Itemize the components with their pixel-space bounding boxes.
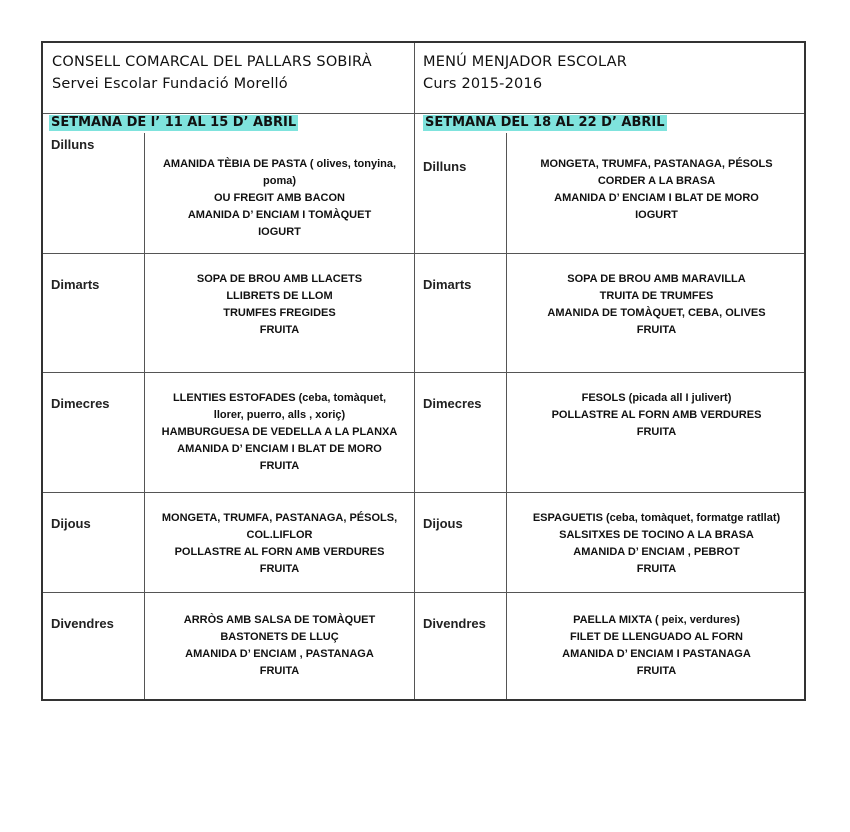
dish: AMANIDA D’ ENCIAM I BLAT DE MORO — [177, 443, 382, 455]
dish: SALSITXES DE TOCINO A LA BRASA — [559, 529, 754, 541]
dish: ESPAGUETIS (ceba, tomàquet, formatge ratllat) — [532, 512, 781, 524]
dish: FRUITA — [636, 563, 677, 575]
menu-list — [507, 612, 806, 680]
day-name: Divendres — [51, 616, 114, 631]
header-organization — [43, 43, 415, 113]
day-cell — [43, 254, 145, 372]
day-cell — [415, 133, 507, 253]
day-row-dijous — [43, 492, 804, 592]
dish: IOGURT — [635, 209, 678, 221]
week-headers — [43, 113, 804, 133]
dish: MONGETA, TRUMFA, PASTANAGA, PÉSOLS, COL.LIFLOR — [161, 512, 398, 541]
menu-list — [145, 612, 414, 680]
dish: LLENTIES ESTOFADES (ceba, tomàquet, llorer, puerro, alls , xoriç) — [172, 392, 387, 421]
dish: FRUITA — [259, 665, 300, 677]
menu-list — [145, 156, 414, 241]
menu-list — [507, 510, 806, 578]
menu-sheet — [41, 41, 806, 701]
day-name: Dimarts — [51, 277, 100, 292]
menu-cell — [507, 254, 806, 372]
menu-cell — [507, 593, 806, 699]
day-cell — [415, 493, 507, 592]
day-cell — [415, 373, 507, 492]
day-cell — [43, 373, 145, 492]
day-name: Dilluns — [423, 159, 467, 174]
dish: PAELLA MIXTA ( peix, verdures) — [573, 614, 740, 626]
council-name: CONSELL COMARCAL DEL PALLARS SOBIRÀ — [52, 54, 372, 70]
dish: FRUITA — [636, 665, 677, 677]
dish: CORDER A LA BRASA — [597, 175, 716, 187]
day-cell — [415, 254, 507, 372]
day-cell — [415, 593, 507, 699]
menu-list — [145, 510, 414, 578]
day-cell — [43, 133, 145, 253]
day-name: Dijous — [423, 516, 463, 531]
menu-cell — [145, 593, 415, 699]
dish: FRUITA — [259, 460, 300, 472]
dish: FRUITA — [259, 563, 300, 575]
day-name: Dimecres — [423, 396, 482, 411]
dish: OU FREGIT AMB BACON — [214, 192, 345, 204]
day-name: Dimarts — [423, 277, 472, 292]
menu-cell — [145, 133, 415, 253]
dish: FRUITA — [636, 324, 677, 336]
day-row-dimecres — [43, 372, 804, 492]
week1-label: SETMANA DE l’ 11 AL 15 D’ ABRIL — [51, 115, 297, 130]
day-row-divendres — [43, 592, 804, 699]
day-row-dimarts — [43, 253, 804, 372]
dish: AMANIDA D’ ENCIAM , PASTANAGA — [185, 648, 374, 660]
menu-list — [507, 271, 806, 339]
menu-cell — [145, 493, 415, 592]
dish: POLLASTRE AL FORN AMB VERDURES — [551, 409, 762, 421]
day-name: Dimecres — [51, 396, 110, 411]
dish: AMANIDA D’ ENCIAM , PEBROT — [573, 546, 740, 558]
dish: SOPA DE BROU AMB LLACETS — [196, 273, 363, 285]
header-menu-title — [415, 43, 806, 113]
menu-cell — [145, 254, 415, 372]
day-name: Divendres — [423, 616, 486, 631]
dish: ARRÒS AMB SALSA DE TOMÀQUET — [183, 614, 376, 626]
dish: SOPA DE BROU AMB MARAVILLA — [567, 273, 746, 285]
menu-list — [145, 271, 414, 339]
dish: AMANIDA DE TOMÀQUET, CEBA, OLIVES — [547, 307, 766, 319]
dish: AMANIDA D’ ENCIAM I TOMÀQUET — [187, 209, 372, 221]
dish: FESOLS (picada all I julivert) — [581, 392, 732, 404]
dish: HAMBURGUESA DE VEDELLA A LA PLANXA — [161, 426, 398, 438]
dish: FRUITA — [636, 426, 677, 438]
day-name: Dilluns — [51, 137, 95, 152]
dish: FILET DE LLENGUADO AL FORN — [570, 631, 743, 643]
day-cell — [43, 593, 145, 699]
menu-cell — [507, 493, 806, 592]
dish: AMANIDA D’ ENCIAM I BLAT DE MORO — [554, 192, 759, 204]
dish: TRUITA DE TRUMFES — [599, 290, 714, 302]
menu-list — [507, 156, 806, 224]
dish: AMANIDA D’ ENCIAM I PASTANAGA — [562, 648, 751, 660]
day-name: Dijous — [51, 516, 91, 531]
dish: LLIBRETS DE LLOM — [226, 290, 333, 302]
service-name: Servei Escolar Fundació Morelló — [52, 76, 288, 92]
day-row-dilluns — [43, 133, 804, 253]
week1-header — [43, 113, 415, 133]
header — [43, 43, 804, 114]
dish: FRUITA — [259, 324, 300, 336]
dish: POLLASTRE AL FORN AMB VERDURES — [174, 546, 385, 558]
menu-list — [145, 390, 414, 475]
menu-cell — [507, 133, 806, 253]
menu-cell — [507, 373, 806, 492]
school-year: Curs 2015-2016 — [423, 76, 543, 92]
dish: MONGETA, TRUMFA, PASTANAGA, PÉSOLS — [540, 158, 773, 170]
menu-cell — [145, 373, 415, 492]
dish: BASTONETS DE LLUÇ — [220, 631, 339, 643]
dish: AMANIDA TÈBIA DE PASTA ( olives, tonyina, poma) — [162, 158, 397, 187]
day-cell — [43, 493, 145, 592]
menu-title: MENÚ MENJADOR ESCOLAR — [423, 54, 627, 70]
dish: TRUMFES FREGIDES — [223, 307, 336, 319]
dish: IOGURT — [258, 226, 301, 238]
menu-list — [507, 390, 806, 441]
week2-header — [415, 113, 806, 133]
week2-label: SETMANA DEL 18 AL 22 D’ ABRIL — [425, 115, 665, 130]
